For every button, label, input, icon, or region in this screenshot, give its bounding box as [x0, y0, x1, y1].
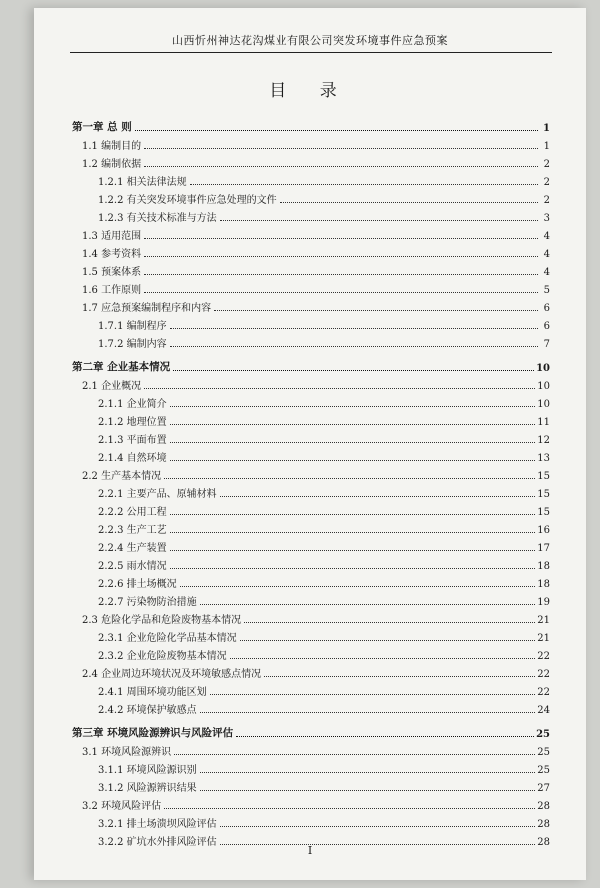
toc-entry[interactable]: [72, 170, 550, 188]
toc-entry-label: 1.4 参考资料: [82, 249, 142, 260]
toc-entry-page: 10: [537, 399, 550, 410]
toc-entry-label: 2.1.4 自然环境: [98, 453, 167, 464]
toc-entry-page: 22: [537, 687, 550, 698]
toc-entry-label: 1.3 适用范围: [82, 231, 142, 242]
leader-dots: [220, 496, 536, 497]
leader-dots: [170, 406, 536, 407]
leader-dots: [200, 712, 536, 713]
toc-entry-label: 2.2 生产基本情况: [82, 471, 162, 482]
toc-entry-label: 2.4.1 周围环境功能区划: [98, 687, 207, 698]
toc-entry[interactable]: [72, 758, 550, 776]
leader-dots: [164, 808, 535, 809]
leader-dots: [210, 694, 536, 695]
toc-entry-page: 10: [536, 363, 550, 374]
leader-dots: [220, 220, 538, 221]
leader-dots: [220, 826, 536, 827]
toc-entry[interactable]: [72, 812, 550, 830]
leader-dots: [170, 514, 536, 515]
toc-entry[interactable]: [72, 776, 550, 794]
toc-entry[interactable]: [72, 152, 550, 170]
leader-dots: [180, 586, 536, 587]
toc-entry-page: 6: [543, 303, 550, 314]
toc-entry-page: 7: [543, 339, 550, 350]
toc-entry[interactable]: [72, 114, 550, 134]
toc-entry-label: 1.2.1 相关法律法规: [98, 177, 187, 188]
toc-entry-page: 1: [543, 141, 550, 152]
toc-entry-label: 3.2.1 排土场溃坝风险评估: [98, 819, 217, 830]
toc-entry[interactable]: [72, 518, 550, 536]
toc-entry-page: 11: [537, 417, 550, 428]
toc-entry[interactable]: [72, 278, 550, 296]
toc-entry-label: 1.5 预案体系: [82, 267, 142, 278]
toc-entry-page: 28: [537, 819, 550, 830]
toc-entry-page: 6: [543, 321, 550, 332]
toc-entry-page: 25: [537, 765, 550, 776]
toc-entry-label: 2.2.4 生产装置: [98, 543, 167, 554]
toc-entry-page: 13: [537, 453, 550, 464]
leader-dots: [230, 658, 536, 659]
toc-entry-label: 2.4 企业周边环境状况及环境敏感点情况: [82, 669, 262, 680]
leader-dots: [144, 256, 538, 257]
toc-entry[interactable]: [72, 794, 550, 812]
toc-entry-label: 1.2.2 有关突发环境事件应急处理的文件: [98, 195, 277, 206]
toc-entry[interactable]: [72, 644, 550, 662]
toc-entry[interactable]: [72, 554, 550, 572]
toc-entry[interactable]: [72, 354, 550, 374]
toc-entry[interactable]: [72, 720, 550, 740]
toc-entry-page: 3: [543, 213, 550, 224]
toc-entry-page: 28: [537, 801, 550, 812]
document-page: [34, 8, 586, 880]
toc-entry-label: 第三章 环境风险源辨识与风险评估: [72, 727, 234, 739]
toc-title: 目 录: [269, 81, 351, 101]
toc-entry-page: 15: [537, 471, 550, 482]
toc-entry-label: 1.2 编制依据: [82, 159, 142, 170]
toc-entry[interactable]: [72, 428, 550, 446]
leader-dots: [173, 370, 534, 371]
toc-entry-page: 16: [537, 525, 550, 536]
leader-dots: [170, 460, 536, 461]
toc-entry-label: 2.2.7 污染物防治措施: [98, 597, 197, 608]
toc-entry[interactable]: [72, 740, 550, 758]
toc-entry[interactable]: [72, 410, 550, 428]
toc-entry-label: 3.2.2 矿坑水外排风险评估: [98, 837, 217, 848]
leader-dots: [190, 184, 538, 185]
toc-entry-page: 18: [537, 579, 550, 590]
toc-entry[interactable]: [72, 536, 550, 554]
toc-entry-label: 2.2.6 排土场概况: [98, 579, 177, 590]
toc-entry-page: 17: [537, 543, 550, 554]
toc-entry-page: 15: [537, 489, 550, 500]
leader-dots: [200, 790, 536, 791]
toc-entry-label: 2.1.3 平面布置: [98, 435, 167, 446]
toc-entry-label: 2.2.2 公用工程: [98, 507, 167, 518]
header-rule: [70, 52, 552, 53]
toc-entry[interactable]: [72, 680, 550, 698]
toc-entry-page: 4: [543, 267, 550, 278]
toc-entry-page: 19: [537, 597, 550, 608]
leader-dots: [236, 736, 534, 737]
toc-entry-label: 1.2.3 有关技术标准与方法: [98, 213, 217, 224]
toc-entry[interactable]: [72, 698, 550, 716]
toc-entry-page: 15: [537, 507, 550, 518]
toc-entry[interactable]: [72, 482, 550, 500]
leader-dots: [144, 238, 538, 239]
toc-entry-label: 3.1.1 环境风险源识别: [98, 765, 197, 776]
toc-entry[interactable]: [72, 314, 550, 332]
toc-entry-label: 2.1.2 地理位置: [98, 417, 167, 428]
toc-entry-label: 2.3.1 企业危险化学品基本情况: [98, 633, 237, 644]
toc-entry-page: 24: [537, 705, 550, 716]
page-number: I: [307, 844, 313, 857]
toc-entry-label: 1.1 编制目的: [82, 141, 142, 152]
toc-entry[interactable]: [72, 662, 550, 680]
leader-dots: [200, 772, 536, 773]
toc-entry[interactable]: [72, 374, 550, 392]
toc-entry-page: 21: [537, 615, 550, 626]
leader-dots: [144, 166, 538, 167]
toc-entry-page: 1: [543, 123, 550, 134]
toc-entry-label: 2.1 企业概况: [82, 381, 142, 392]
toc-entry-label: 3.1.2 风险源辨识结果: [98, 783, 197, 794]
toc-entry-label: 2.3 危险化学品和危险废物基本情况: [82, 615, 242, 626]
toc-entry-page: 2: [543, 177, 550, 188]
leader-dots: [170, 550, 536, 551]
toc-entry-label: 2.3.2 企业危险废物基本情况: [98, 651, 227, 662]
leader-dots: [174, 754, 535, 755]
toc-entry-page: 22: [537, 669, 550, 680]
toc-entry-page: 28: [537, 837, 550, 848]
toc-entry-label: 1.7 应急预案编制程序和内容: [82, 303, 212, 314]
toc-entry[interactable]: [72, 260, 550, 278]
toc-entry-label: 第二章 企业基本情况: [72, 361, 171, 373]
toc-entry-page: 25: [537, 747, 550, 758]
toc-entry[interactable]: [72, 206, 550, 224]
leader-dots: [264, 676, 535, 677]
toc-entry-page: 10: [537, 381, 550, 392]
toc-entry[interactable]: [72, 392, 550, 410]
leader-dots: [170, 346, 538, 347]
toc-entry[interactable]: [72, 188, 550, 206]
toc-entry-page: 21: [537, 633, 550, 644]
toc-entry[interactable]: [72, 446, 550, 464]
leader-dots: [200, 604, 536, 605]
leader-dots: [144, 388, 535, 389]
table-of-contents: [72, 110, 550, 848]
toc-entry[interactable]: [72, 332, 550, 350]
running-header: 山西忻州神达花沟煤业有限公司突发环境事件应急预案: [172, 34, 448, 47]
leader-dots: [170, 424, 536, 425]
toc-entry[interactable]: [72, 500, 550, 518]
toc-entry-page: 12: [537, 435, 550, 446]
toc-entry-label: 1.7.1 编制程序: [98, 321, 167, 332]
toc-entry[interactable]: [72, 572, 550, 590]
toc-entry[interactable]: [72, 134, 550, 152]
toc-entry-page: 22: [537, 651, 550, 662]
toc-entry[interactable]: [72, 608, 550, 626]
toc-entry-label: 2.4.2 环境保护敏感点: [98, 705, 197, 716]
leader-dots: [164, 478, 535, 479]
toc-entry-label: 3.2 环境风险评估: [82, 801, 162, 812]
leader-dots: [280, 202, 538, 203]
leader-dots: [244, 622, 535, 623]
toc-entry-page: 2: [543, 195, 550, 206]
toc-entry-label: 2.2.5 雨水情况: [98, 561, 167, 572]
toc-entry-label: 2.1.1 企业简介: [98, 399, 167, 410]
leader-dots: [144, 148, 538, 149]
toc-entry-page: 5: [543, 285, 550, 296]
toc-entry-label: 2.2.1 主要产品、原辅材料: [98, 489, 217, 500]
leader-dots: [170, 532, 536, 533]
toc-entry-label: 2.2.3 生产工艺: [98, 525, 167, 536]
toc-entry-page: 4: [543, 231, 550, 242]
toc-entry-page: 4: [543, 249, 550, 260]
leader-dots: [240, 640, 536, 641]
toc-entry-label: 第一章 总 则: [72, 121, 132, 133]
toc-entry[interactable]: [72, 590, 550, 608]
leader-dots: [144, 274, 538, 275]
toc-entry-label: 3.1 环境风险源辨识: [82, 747, 172, 758]
leader-dots: [170, 568, 536, 569]
toc-entry-page: 27: [537, 783, 550, 794]
toc-entry[interactable]: [72, 224, 550, 242]
leader-dots: [144, 292, 538, 293]
toc-entry[interactable]: [72, 296, 550, 314]
toc-entry[interactable]: [72, 464, 550, 482]
toc-entry-label: 1.7.2 编制内容: [98, 339, 167, 350]
leader-dots: [170, 442, 536, 443]
toc-entry-page: 2: [543, 159, 550, 170]
leader-dots: [135, 130, 538, 131]
toc-entry-page: 25: [536, 729, 550, 740]
leader-dots: [214, 310, 538, 311]
toc-entry-label: 1.6 工作原则: [82, 285, 142, 296]
toc-entry[interactable]: [72, 242, 550, 260]
toc-entry[interactable]: [72, 626, 550, 644]
toc-entry-page: 18: [537, 561, 550, 572]
leader-dots: [170, 328, 538, 329]
